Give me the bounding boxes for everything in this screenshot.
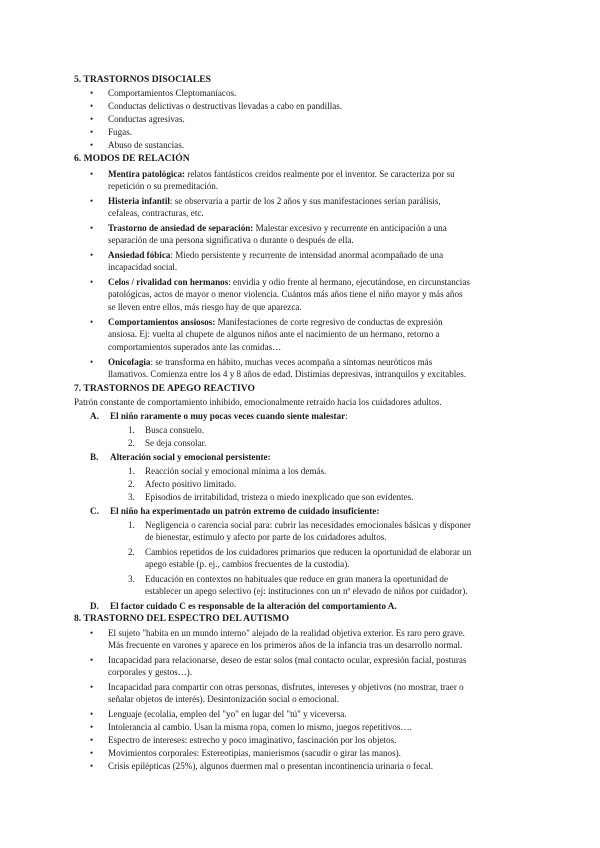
item-text: separación de una persona significativa o durante o después de ella. [108, 235, 354, 246]
list-item [108, 654, 523, 679]
item-text: Manifestaciones de corte regresivo de conductas de expresión [215, 317, 443, 327]
item-text: apego estable (p. ej., cambios frecuentes de la custodia). [145, 559, 350, 570]
list-item [108, 316, 523, 353]
item-text: comportamientos superados ante las comidas… [108, 341, 282, 352]
list-number: 1. [128, 425, 135, 435]
list-item [108, 195, 523, 220]
term: Celos / rivalidad con hermanos [108, 277, 229, 287]
list-item [108, 168, 523, 193]
list-item [145, 573, 525, 598]
list-item: • Espectro de intereses: estrecho y poco imaginativo, fascinación por los objetos. [108, 734, 523, 746]
list-item: • Conductas agresivas. [108, 113, 523, 125]
list-item: • Lenguaje (ecolalia, empleo del "yo" en lugar del "tú" y viceversa. [108, 708, 523, 720]
list-item: Episodios de irritabilidad, tristeza o miedo inexplicado que son evidentes. [145, 492, 414, 502]
term: Ansiedad fóbica [108, 250, 171, 260]
item-text: llamativos. Comienza entre los 4 y 8 años de edad. Distimias depresivas, intranquilos y excitables. [108, 369, 467, 380]
list-number: 1. [128, 520, 135, 530]
section-5-title: 5. TRASTORNOS DISOCIALES [74, 74, 211, 85]
list-item: • Abuso de sustancias. [108, 139, 523, 151]
term: Trastorno de ansiedad de separación: [108, 223, 254, 233]
item-text: corporales y gestos…). [108, 667, 193, 678]
list-item [108, 276, 523, 313]
item-text: Negligencia o carencia social para: cubrir las necesidades emocionales básicas y disponer [145, 520, 471, 530]
item-text: patológicas, actos de mayor o menor violencia. Cuántos más años tiene el niño mayor y más años [108, 289, 463, 300]
term: Histeria infantil [108, 196, 170, 206]
item-text: • Incapacidad para relacionarse, deseo de estar solos (mal contacto ocular, expresión facial, posturas [108, 655, 467, 665]
item-text: Malestar excesivo y recurrente en anticipación a una [253, 223, 447, 233]
section-6-title: 6. MODOS DE RELACIÓN [74, 153, 190, 164]
list-item: • Fugas. [108, 126, 523, 138]
term: Comportamientos ansiosos: [108, 317, 216, 327]
list-item [145, 519, 525, 544]
item-text: Cambios repetidos de los cuidadores primarios que reducen la oportunidad de elaborar un [145, 547, 472, 557]
list-item: • Comportamientos Cleptomaníacos. [108, 87, 523, 99]
item-text: cefaleas, contracturas, etc. [108, 208, 204, 219]
section-7-title: 7. TRASTORNOS DE APEGO REACTIVO [74, 383, 255, 394]
criterion-c: El niño ha experimentado un patrón extremo de cuidado insuficiente: [110, 506, 380, 516]
criterion-b: Alteración social y emocional persistente: [110, 452, 271, 462]
section-intro: Patrón constante de comportamiento inhibido, emocionalmente retraído hacia los cuidadores adultos. [74, 397, 442, 407]
list-item: Busca consuelo. [145, 425, 205, 435]
item-text: incapacidad social. [108, 262, 178, 273]
list-item: • Crisis epilépticas (25%), algunos duermen mal o presentan incontinencia urinaria o fecal. [108, 760, 523, 772]
item-text: : envidia y odio frente al hermano, ejecutándose, en circunstancias [228, 277, 470, 287]
list-letter: C. [90, 506, 99, 516]
section-8-title: 8. TRASTORNO DEL ESPECTRO DEL AUTISMO [74, 613, 290, 624]
item-text: Más frecuente en varones y aparece en los primeros años de la infancia tras un desarrollo normal. [108, 640, 463, 651]
list-number: 2. [128, 479, 135, 489]
list-item: • Conductas delictivas o destructivas llevadas a cabo en pandillas. [108, 100, 523, 112]
list-item [108, 356, 523, 381]
item-text: : se transforma en hábito, muchas veces acompaña a síntomas neuróticos más [150, 357, 433, 367]
item-text: Educación en contextos no habituales que reduce en gran manera la oportunidad de [145, 574, 449, 584]
item-text: • Incapacidad para compartir con otras personas, disfrutes, intereses y objetivos (no mostrar, traer o [108, 682, 464, 692]
list-letter: D. [90, 601, 99, 611]
list-number: 3. [128, 492, 135, 502]
list-number: 2. [128, 547, 135, 557]
list-item [108, 249, 523, 274]
list-item: Reacción social y emocional mínima a los demás. [145, 466, 327, 476]
item-text: señalar objetos de interés). Desintonización social o emocional. [108, 694, 340, 705]
term: Mentira patológica: [108, 169, 186, 179]
item-text: : se observaría a partir de los 2 años y sus manifestaciones serían parálisis, [169, 196, 441, 206]
list-item [108, 222, 523, 247]
list-item: Afecto positivo limitado. [145, 479, 237, 489]
list-item [108, 627, 523, 652]
item-text: : Miedo persistente y recurrente de intensidad anormal acompañado de una [170, 250, 444, 260]
criterion-text: El niño raramente o muy pocas veces cuando siente malestar [110, 411, 346, 421]
criterion-d: El factor cuidado C es responsable de la alteración del comportamiento A. [110, 601, 397, 611]
item-text: ansiosa. Ej: vuelta al chupete de algunos niños ante el nacimiento de un hermano, retorno a [108, 329, 440, 340]
list-item [145, 546, 525, 571]
criterion-a [110, 410, 348, 422]
item-text: relatos fantásticos creídos realmente por el inventor. Se caracteriza por su [185, 169, 455, 179]
list-item: • Intolerancia al cambio. Usan la misma ropa, comen lo mismo, juegos repetitivos…. [108, 721, 523, 733]
list-item [108, 681, 523, 706]
term: Onicofagia [108, 357, 151, 367]
item-text: se lleven entre ellos, más riesgo hay de que aparezca. [108, 301, 302, 312]
item-text: • El sujeto "habita en un mundo interno" alejado de la realidad objetiva exterior. Es raro pero grave. [108, 628, 465, 638]
list-number: 2. [128, 438, 135, 448]
item-text: de bienestar, estímulo y afecto por parte de los cuidadores adultos. [145, 532, 387, 543]
item-text: repetición o su premeditación. [108, 181, 219, 192]
list-number: 3. [128, 574, 135, 584]
list-letter: A. [90, 411, 99, 421]
list-item: Se deja consolar. [145, 438, 207, 448]
item-text: establecer un apego selectivo (ej: instituciones con un nº elevado de niños por cuidador). [145, 586, 468, 597]
list-number: 1. [128, 466, 135, 476]
list-item: • Movimientos corporales: Estereotipias, manierismos (sacudir o girar las manos). [108, 747, 523, 759]
criterion-suffix: : [345, 411, 348, 421]
list-letter: B. [90, 452, 99, 462]
